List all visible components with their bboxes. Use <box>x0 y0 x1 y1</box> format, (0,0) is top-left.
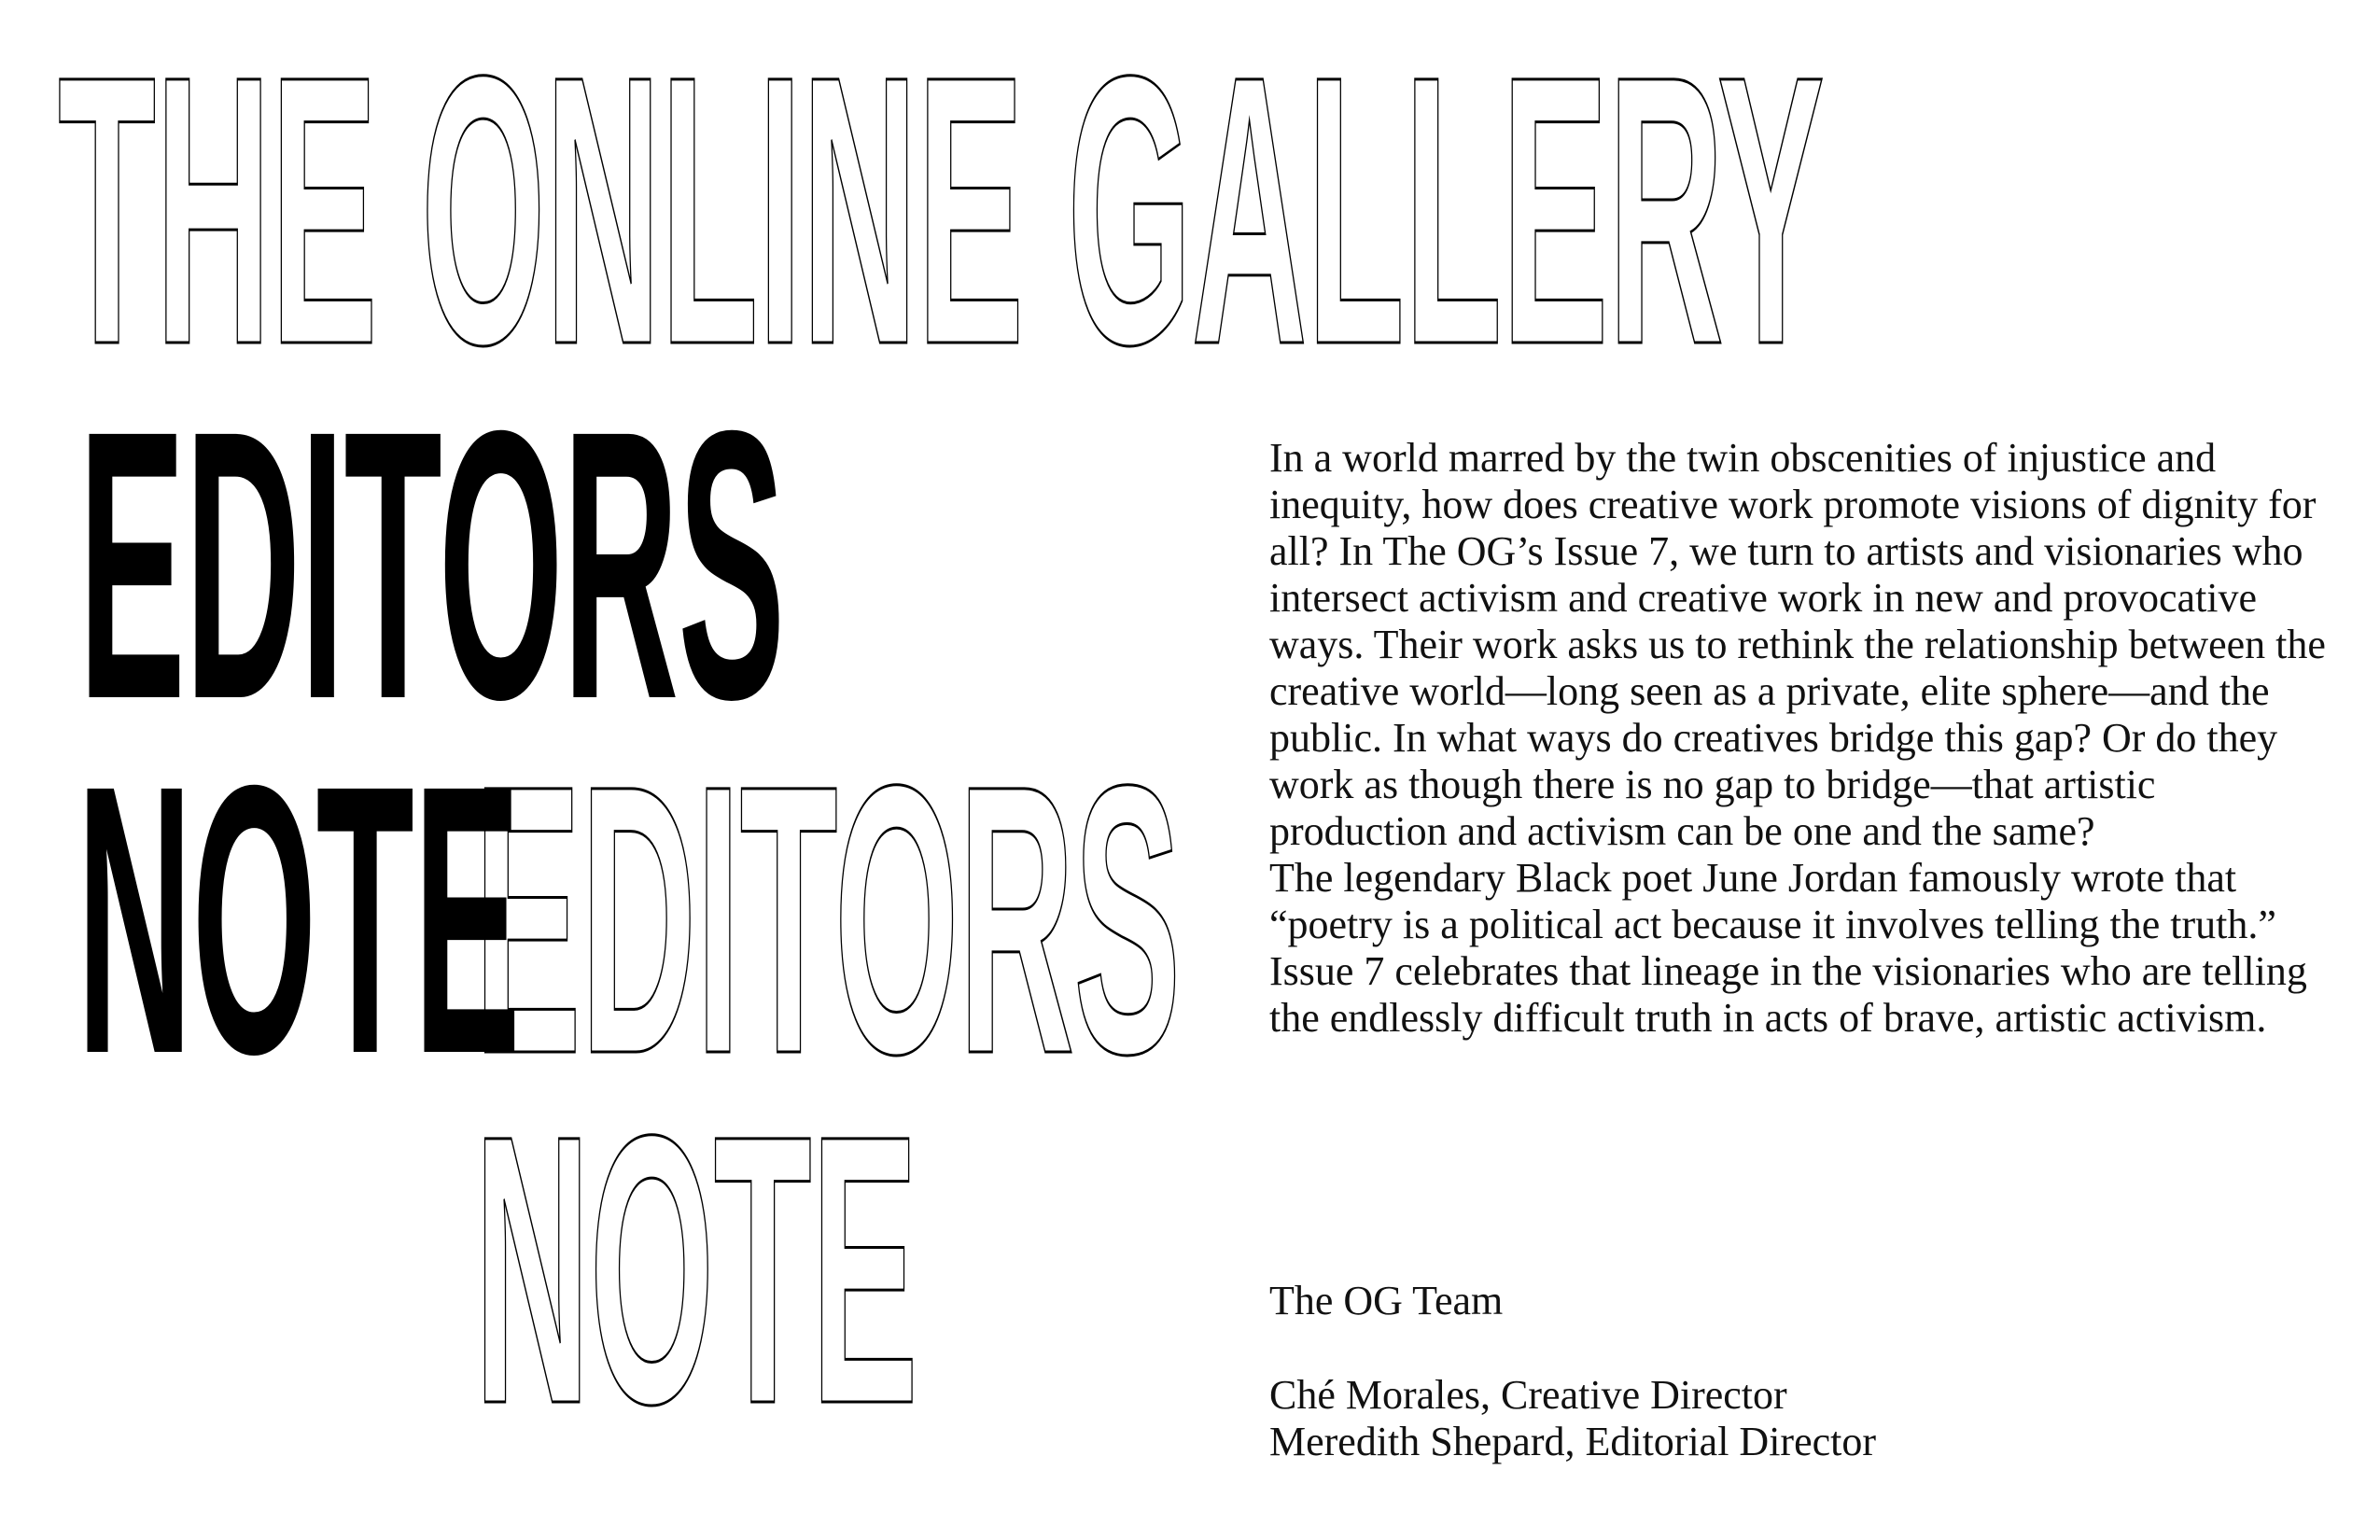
credit-line: Ché Morales, Creative Director <box>1269 1372 1787 1418</box>
signoff-team: The OG Team <box>1269 1278 1504 1323</box>
heading-solid-editors: EDITORS <box>78 351 785 778</box>
credit-line: Meredith Shepard, Editorial Director <box>1269 1419 1877 1464</box>
editors-note-body <box>1269 435 2343 1042</box>
heading-solid-note: NOTE <box>77 706 520 1133</box>
heading-outline-editors: EDITORS <box>474 706 1181 1133</box>
heading-outline-note: NOTE <box>474 1056 917 1483</box>
body-paragraph: In a world marred by the twin obscenities of injustice and inequity, how does creative work promote visions of dignity for all? In The OG’s Issue 7, we turn to artists and visionaries who intersect activism and creative work in new and provocative ways. Their work asks us to rethink the relationship between the creative world—long seen as a private, elite sphere—and the public. In what ways do creatives bridge this gap? Or do they work as though there is no gap to bridge—that artistic production and activism can be one and the same? <box>1269 435 2326 854</box>
publication-title: THE ONLINE GALLERY <box>58 0 1824 424</box>
signoff-credits <box>1269 1372 2343 1465</box>
body-paragraph: The legendary Black poet June Jordan famously wrote that “poetry is a political act because it involves telling the truth.” Issue 7 celebrates that lineage in the visionaries who are telling the endlessly difficult truth in acts of brave, artistic activism. <box>1269 855 2307 1041</box>
